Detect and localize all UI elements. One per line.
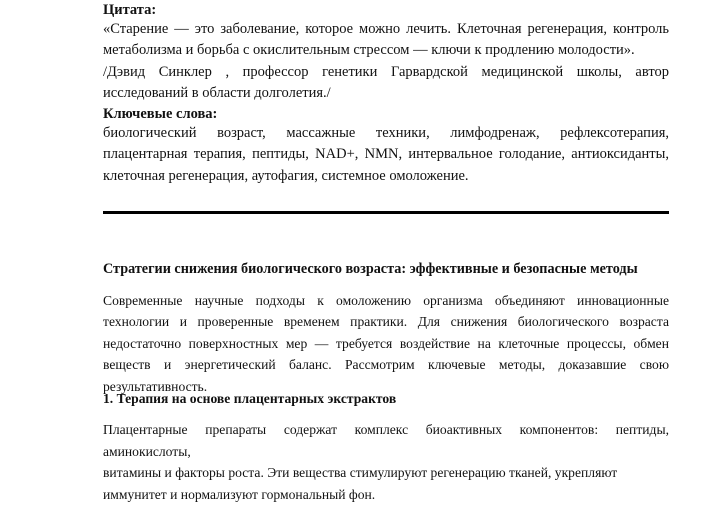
quote-line: «Старение — это заболевание, которое можно лечить. Клеточная регенерация, контроль: [103, 19, 669, 40]
intro-line: Современные научные подходы к омоложению организма объединяют инновационные: [103, 290, 669, 311]
quote-text: [103, 19, 669, 104]
horizontal-divider: [103, 211, 669, 214]
section-1-line: витамины и факторы роста. Эти вещества стимулируют регенерацию тканей, укрепляют: [103, 462, 669, 484]
intro-line: недостаточно поверхностных мер — требуется воздействие на клеточные процессы, обмен: [103, 333, 669, 354]
quote-attribution-line: /Дэвид Синклер , профессор генетики Гарвардской медицинской школы, автор: [103, 62, 669, 83]
section-1-title: 1. Терапия на основе плацентарных экстрактов: [103, 389, 669, 409]
quote-heading: Цитата:: [103, 0, 669, 20]
intro-line: веществ и энергетический баланс. Рассмотрим ключевые методы, доказавшие свою: [103, 354, 669, 375]
keywords-line: клеточная регенерация, аутофагия, системное омоложение.: [103, 166, 669, 187]
section-1-line: иммунитет и нормализуют гормональный фон.: [103, 484, 669, 505]
article-intro: [103, 290, 669, 397]
intro-line: технологии и проверенные временем практики. Для снижения биологического возраста: [103, 311, 669, 332]
section-1-text: [103, 419, 669, 505]
keywords-text: [103, 123, 669, 187]
section-1-line: Плацентарные препараты содержат комплекс биоактивных компонентов: пептиды, аминокислоты,: [103, 419, 669, 462]
keywords-line: плацентарная терапия, пептиды, NAD+, NMN, интервальное голодание, антиоксиданты,: [103, 144, 669, 165]
quote-line: метаболизма и борьба с окислительным стрессом — ключи к продлению молодости».: [103, 40, 669, 61]
intro-line: результативность.: [103, 376, 669, 397]
keywords-heading: Ключевые слова:: [103, 104, 669, 124]
keywords-line: биологический возраст, массажные техники, лимфодренаж, рефлексотерапия,: [103, 123, 669, 144]
quote-attribution-line: исследований в области долголетия./: [103, 83, 669, 104]
article-title: Стратегии снижения биологического возраста: эффективные и безопасные методы: [103, 259, 669, 279]
